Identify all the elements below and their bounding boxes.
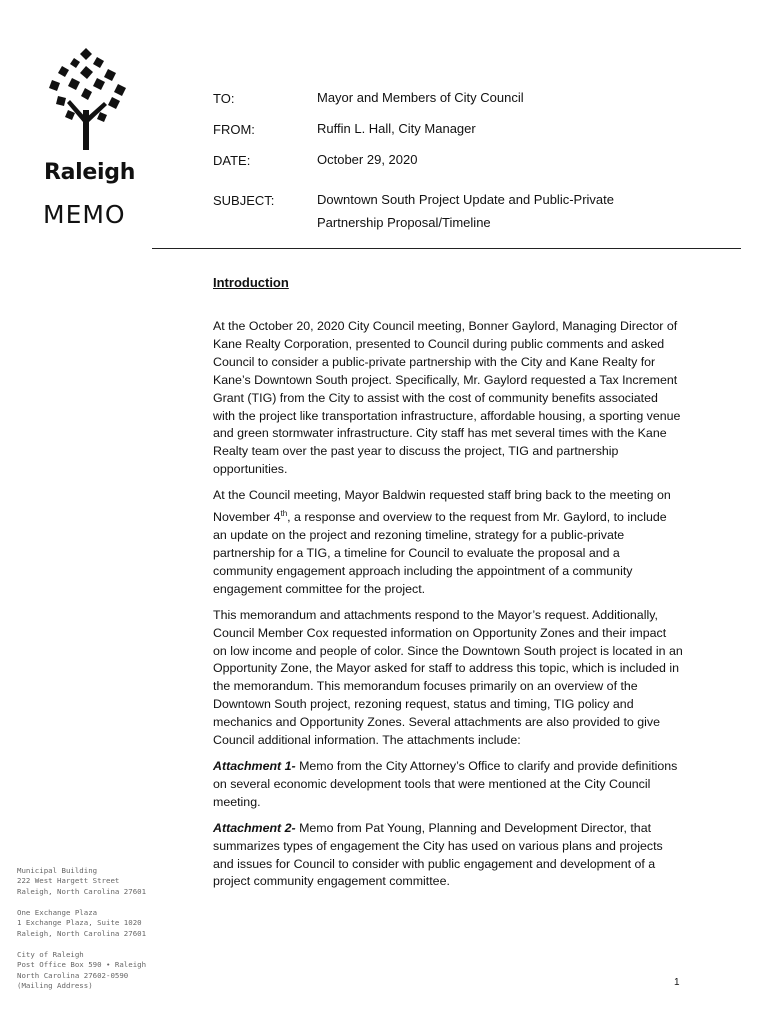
paragraph-3: This memorandum and attachments respond to the Mayor’s request. Additionally, Council Member Cox requested information on Opportunity Zones and their impact on low income and people of color. Since the Downtown South project is located in an Opportunity Zone, the Mayor asked for staff to address this topic, which is included in the memorandum. This memorandum focuses primarily on an overview of the Downtown South project, rezoning request, status and timing, TIG policy and mechanics and Opportunity Zones. Several attachments are also provided to give Council additional information. The attachments include: [213, 607, 683, 748]
date-label: DATE: [213, 153, 251, 168]
address-municipal-building [17, 866, 146, 897]
paragraph-2 [213, 487, 683, 599]
attachment-1-title: Attachment 1- [213, 758, 296, 773]
address-line: 1 Exchange Plaza, Suite 1020 [17, 918, 142, 928]
attachment-1 [213, 758, 683, 812]
address-line: One Exchange Plaza [17, 908, 98, 917]
address-exchange-plaza [17, 908, 146, 939]
date-value: October 29, 2020 [317, 152, 418, 167]
to-label: TO: [213, 91, 235, 106]
address-line: Raleigh, North Carolina 27601 [17, 886, 147, 896]
memo-body [213, 318, 683, 899]
page-number: 1 [674, 977, 680, 988]
paragraph-2-text-a: At the Council meeting, Mayor Baldwin requested staff bring back to the meeting on November 4 [213, 488, 671, 525]
subject-line-2: Partnership Proposal/Timeline [317, 215, 491, 230]
address-line: City of Raleigh [17, 950, 84, 959]
attachment-2-text: Memo from Pat Young, Planning and Development Director, that summarizes types of engagement the City has used on various plans and projects and issues for Council to consider with public engagement and development of a project community engagement committee. [213, 820, 663, 889]
attachment-2 [213, 820, 683, 892]
address-line: North Carolina 27602-0590 [17, 970, 129, 980]
subject-value [317, 188, 677, 234]
from-label: FROM: [213, 122, 255, 137]
paragraph-1: At the October 20, 2020 City Council meeting, Bonner Gaylord, Managing Director of Kane Realty Corporation, presented to Council during public comments and asked Council to consider a public-private partnership with the City and Kane Realty for Kane’s Downtown South project. Specifically, Mr. Gaylord requested a Tax Increment Grant (TIG) from the City to assist with the cost of community benefits associated with the project like transportation infrastructure, affordable housing, a sporting venue and green stormwater infrastructure. City staff has met several times with the Kane Realty team over the past year to discuss the project, TIG and partnership opportunities. [213, 319, 681, 477]
attachment-2-title: Attachment 2- [213, 820, 296, 835]
ordinal-suffix: th [280, 509, 288, 519]
subject-line-1: Downtown South Project Update and Public-Private [317, 192, 614, 207]
header-divider [152, 248, 741, 249]
brand-name: Raleigh [44, 160, 136, 185]
attachment-1-text: Memo from the City Attorney’s Office to clarify and provide definitions on several economic development tools that were mentioned at the City Council meeting. [213, 758, 678, 809]
to-value: Mayor and Members of City Council [317, 90, 524, 105]
address-line: Municipal Building [17, 866, 98, 875]
from-value: Ruffin L. Hall, City Manager [317, 121, 476, 136]
address-line: Raleigh, North Carolina 27601 [17, 928, 147, 938]
document-type-label: MEMO [43, 200, 126, 229]
address-line: Post Office Box 590 • Raleigh [17, 960, 147, 970]
oak-tree-logo-icon [30, 40, 140, 155]
address-line: 222 West Hargett Street [17, 876, 120, 886]
address-mailing [17, 950, 146, 992]
address-line: (Mailing Address) [17, 981, 93, 991]
subject-label: SUBJECT: [213, 193, 275, 208]
paragraph-2-text-b: , a response and overview to the request from Mr. Gaylord, to include an update on the project and rezoning timeline, strategy for a public-private partnership for a TIG, a timeline for Council to evaluate the proposal and a community engagement approach including the appointment of a community engagement committee for the project. [213, 510, 667, 596]
section-title-introduction: Introduction [213, 275, 289, 290]
